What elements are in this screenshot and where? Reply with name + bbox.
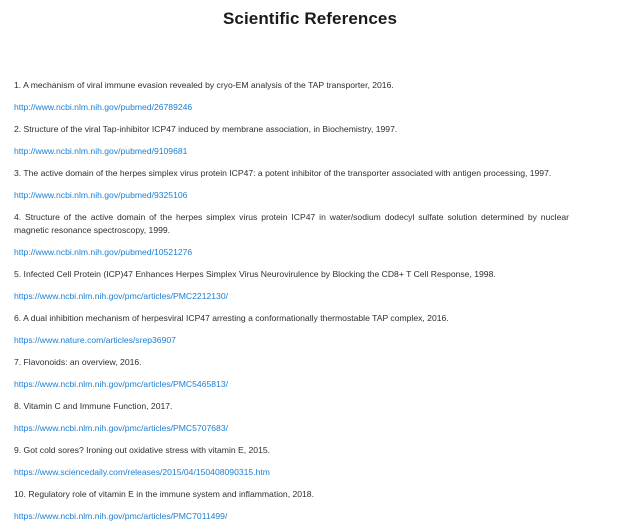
reference-list: [14, 79, 569, 532]
reference-link[interactable]: http://www.ncbi.nlm.nih.gov/pubmed/26789246: [14, 102, 193, 112]
reference-link[interactable]: https://www.ncbi.nlm.nih.gov/pmc/articles/PMC5707683/: [14, 423, 228, 433]
reference-link[interactable]: https://www.ncbi.nlm.nih.gov/pmc/articles/PMC7011499/: [14, 511, 228, 521]
reference-link[interactable]: https://www.sciencedaily.com/releases/2015/04/150408090315.htm: [14, 467, 270, 477]
reference-citation: 3. The active domain of the herpes simplex virus protein ICP47: a potent inhibitor of the transporter associated with antigen processing, 1997.: [14, 168, 552, 178]
reference-citation: 4. Structure of the active domain of the herpes simplex virus protein ICP47 in water/sodium dodecyl sulfate solution determined by nuclear magnetic resonance spectroscopy, 1999.: [14, 212, 569, 235]
reference-item: [14, 444, 569, 479]
reference-citation: 1. A mechanism of viral immune evasion revealed by cryo-EM analysis of the TAP transporter, 2016.: [14, 80, 394, 90]
reference-citation: 2. Structure of the viral Tap-inhibitor ICP47 induced by membrane association, in Biochemistry, 1997.: [14, 124, 398, 134]
reference-item: [14, 268, 569, 303]
reference-item: [14, 79, 569, 114]
reference-citation: 8. Vitamin C and Immune Function, 2017.: [14, 401, 173, 411]
reference-item: [14, 312, 569, 347]
reference-link[interactable]: http://www.ncbi.nlm.nih.gov/pubmed/10521276: [14, 247, 193, 257]
reference-link[interactable]: https://www.nature.com/articles/srep36907: [14, 335, 176, 345]
reference-citation: 9. Got cold sores? Ironing out oxidative stress with vitamin E, 2015.: [14, 445, 271, 455]
reference-item: [14, 488, 569, 523]
reference-item: [14, 356, 569, 391]
reference-link[interactable]: https://www.ncbi.nlm.nih.gov/pmc/articles/PMC5465813/: [14, 379, 228, 389]
reference-citation: 10. Regulatory role of vitamin E in the immune system and inflammation, 2018.: [14, 489, 314, 499]
reference-link[interactable]: https://www.ncbi.nlm.nih.gov/pmc/articles/PMC2212130/: [14, 291, 228, 301]
reference-item: [14, 167, 569, 202]
reference-item: [14, 211, 569, 259]
page-title: Scientific References: [222, 9, 398, 28]
reference-citation: 5. Infected Cell Protein (ICP)47 Enhances Herpes Simplex Virus Neurovirulence by Blocking the CD8+ T Cell Response, 1998.: [14, 269, 496, 279]
reference-citation: 7. Flavonoids: an overview, 2016.: [14, 357, 142, 367]
reference-item: [14, 400, 569, 435]
reference-item: [14, 123, 569, 158]
reference-link[interactable]: http://www.ncbi.nlm.nih.gov/pubmed/9109681: [14, 146, 188, 156]
reference-link[interactable]: http://www.ncbi.nlm.nih.gov/pubmed/9325106: [14, 190, 188, 200]
reference-citation: 6. A dual inhibition mechanism of herpesviral ICP47 arresting a conformationally thermostable TAP complex, 2016.: [14, 313, 449, 323]
